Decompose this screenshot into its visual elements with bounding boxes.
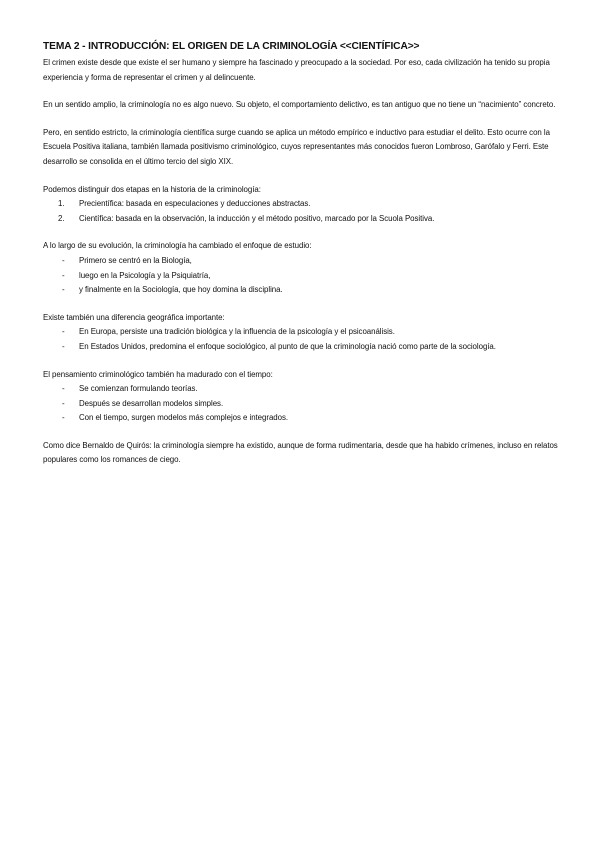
focus-list <box>43 254 563 298</box>
list-item-text: Primero se centró en la Biología, <box>79 255 192 265</box>
list-item-text: En Europa, persiste una tradición biológica y la influencia de la psicología y el psicoanálisis. <box>79 327 395 337</box>
list-marker: 2. <box>58 213 65 223</box>
list-item-text: y finalmente en la Sociología, que hoy domina la disciplina. <box>79 285 283 295</box>
page-title: TEMA 2 - INTRODUCCIÓN: EL ORIGEN DE LA CRIMINOLOGÍA <<CIENTÍFICA>> <box>43 41 420 52</box>
document-page <box>43 40 563 481</box>
list-marker: - <box>62 341 65 351</box>
list-item <box>43 254 563 269</box>
paragraph-strict-sense: Pero, en sentido estricto, la criminología científica surge cuando se aplica un método empírico e inductivo para estudiar el delito. Esto ocurre con la Escuela Positiva italiana, también llamada positivismo criminológico, cuyos representantes más conocidos fueron Lombroso, Garófalo y Ferri. Este desarrollo se consolida en el último tercio del siglo XIX. <box>43 127 550 166</box>
list-marker: - <box>62 413 65 423</box>
list-marker: - <box>62 384 65 394</box>
list-item-text: Con el tiempo, surgen modelos más complejos e integrados. <box>79 413 288 423</box>
stages-list <box>43 197 563 226</box>
geography-list <box>43 325 563 354</box>
list-marker: - <box>62 255 65 265</box>
list-marker: - <box>62 327 65 337</box>
list-item <box>43 269 563 284</box>
paragraph-broad-sense: En un sentido amplio, la criminología no es algo nuevo. Su objeto, el comportamiento delictivo, es tan antiguo que no tiene un “nacimiento” concreto. <box>43 100 556 110</box>
stages-intro: Podemos distinguir dos etapas en la historia de la criminología: <box>43 184 261 194</box>
list-item-text: Se comienzan formulando teorías. <box>79 384 198 394</box>
list-item-text: Precientífica: basada en especulaciones y deducciones abstractas. <box>79 199 311 209</box>
closing-quote: Como dice Bernaldo de Quirós: la criminología siempre ha existido, aunque de forma rudimentaria, desde que ha habido crímenes, incluso en relatos populares como los romances de ciego. <box>43 440 558 465</box>
thought-list <box>43 382 563 426</box>
list-marker: - <box>62 285 65 295</box>
list-item <box>43 382 563 397</box>
list-item-text: luego en la Psicología y la Psiquiatría, <box>79 270 211 280</box>
paragraph-crime-origin: El crimen existe desde que existe el ser humano y siempre ha fascinado y preocupado a la sociedad. Por eso, cada civilización ha tenido su propia experiencia y forma de representar el crimen y al delincuente. <box>43 58 550 82</box>
list-item <box>43 197 563 212</box>
geography-intro: Existe también una diferencia geográfica importante: <box>43 312 225 322</box>
list-item <box>43 325 563 340</box>
list-marker: 1. <box>58 199 65 209</box>
list-item <box>43 411 563 426</box>
list-item <box>43 397 563 412</box>
list-item <box>43 340 563 355</box>
list-item <box>43 212 563 227</box>
list-item-text: Científica: basada en la observación, la inducción y el método positivo, marcado por la Scuola Positiva. <box>79 213 435 223</box>
focus-intro: A lo largo de su evolución, la criminología ha cambiado el enfoque de estudio: <box>43 241 312 251</box>
list-marker: - <box>62 398 65 408</box>
list-item-text: Después se desarrollan modelos simples. <box>79 398 224 408</box>
thought-intro: El pensamiento criminológico también ha madurado con el tiempo: <box>43 369 273 379</box>
list-item <box>43 283 563 298</box>
list-item-text: En Estados Unidos, predomina el enfoque sociológico, al punto de que la criminología nació como parte de la sociología. <box>79 341 496 351</box>
list-marker: - <box>62 270 65 280</box>
